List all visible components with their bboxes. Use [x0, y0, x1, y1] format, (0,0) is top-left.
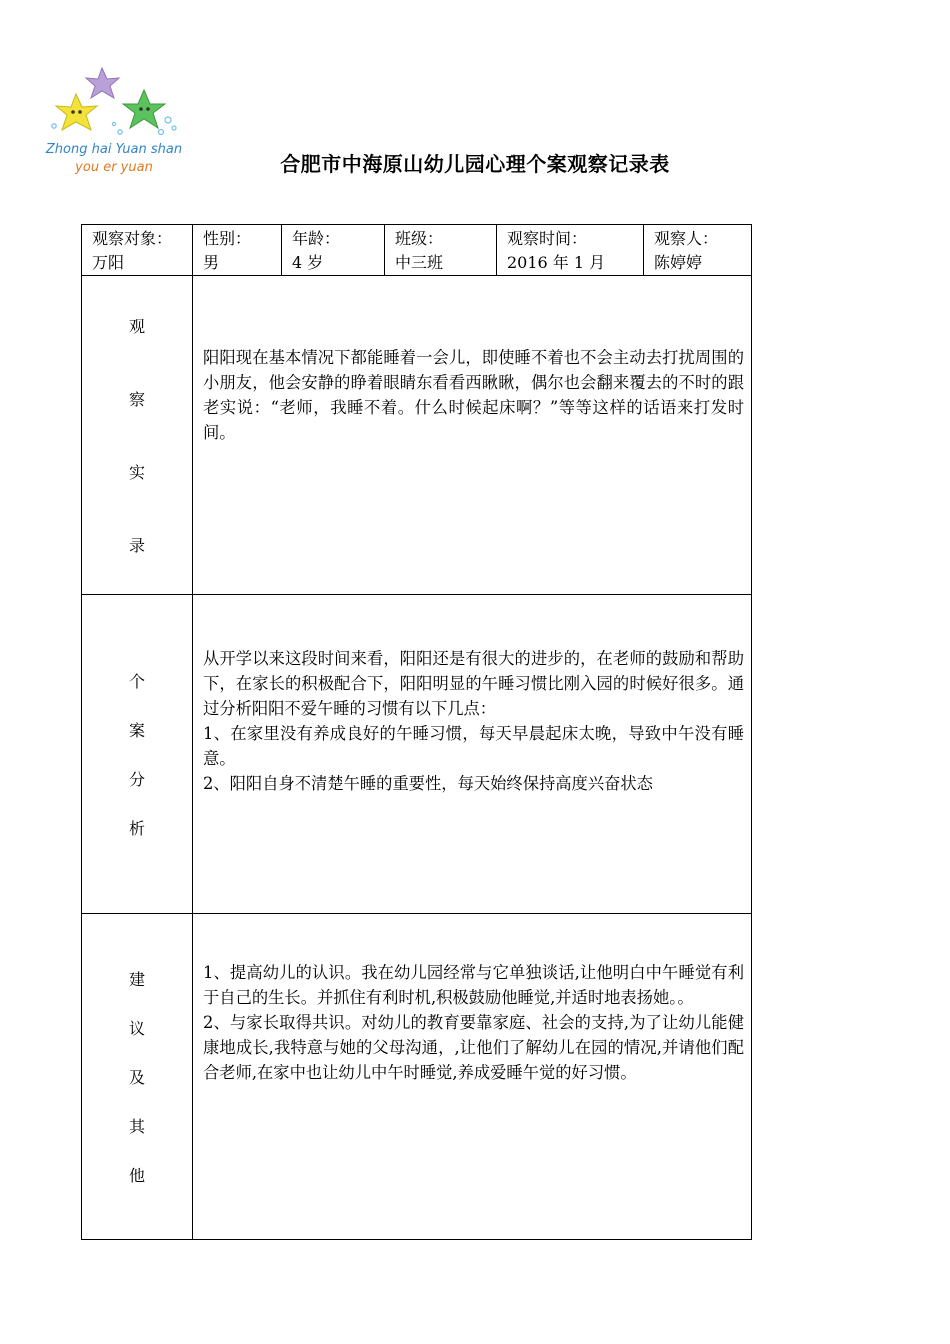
observer-value: 陈婷婷	[654, 253, 703, 272]
paragraph: 1、在家里没有养成良好的午睡习惯，每天早晨起床太晚，导致中午没有睡意。	[203, 724, 744, 768]
logo-text-line2: you er yuan	[75, 160, 153, 175]
document-title: 合肥市中海原山幼儿园心理个案观察记录表	[280, 152, 670, 176]
observer-cell	[644, 225, 752, 276]
info-header-row	[82, 225, 752, 276]
label-char: 录	[128, 536, 145, 555]
case-analysis-row	[82, 595, 752, 914]
age-value: 4 岁	[292, 253, 324, 272]
observation-record-content	[193, 276, 752, 595]
age-cell	[282, 225, 385, 276]
logo-text-line1: Zhong hai Yuan shan	[45, 142, 183, 157]
label-char: 他	[128, 1166, 145, 1185]
paragraph: 从开学以来这段时间来看，阳阳还是有很大的进步的，在老师的鼓励和帮助下，在家长的积极配合下，阳阳明显的午睡习惯比刚入园的时候好很多。通过分析阳阳不爱午睡的习惯有以下几点：	[203, 649, 744, 718]
suggestions-row	[82, 914, 752, 1240]
label-char: 分	[128, 770, 145, 789]
paragraph: 2、与家长取得共识。对幼儿的教育要靠家庭、社会的支持,为了让幼儿能健康地成长,我特意与她的父母沟通，,让他们了解幼儿在园的情况,并请他们配合老师,在家中也让幼儿中午时睡觉,养成爱睡午觉的好习惯。	[203, 1013, 744, 1082]
observation-record-row	[82, 276, 752, 595]
class-value: 中三班	[395, 253, 444, 272]
suggestions-label	[82, 914, 193, 1240]
age-label: 年龄：	[292, 229, 341, 248]
observee-cell	[82, 225, 193, 276]
paragraph: 2、阳阳自身不清楚午睡的重要性，每天始终保持高度兴奋状态	[203, 774, 653, 793]
label-char: 议	[128, 1019, 145, 1038]
label-char: 建	[128, 970, 145, 989]
class-label: 班级：	[395, 229, 444, 248]
gender-label: 性别：	[203, 229, 252, 248]
observation-record-label	[82, 276, 193, 595]
label-char: 其	[128, 1117, 145, 1136]
observee-value: 万阳	[92, 253, 125, 272]
label-char: 个	[128, 672, 145, 691]
starfish-logo-icon	[44, 62, 184, 142]
observation-time-cell	[497, 225, 644, 276]
label-char: 案	[128, 721, 145, 740]
case-analysis-label	[82, 595, 193, 914]
gender-cell	[193, 225, 282, 276]
label-char: 及	[128, 1068, 145, 1087]
paragraph: 阳阳现在基本情况下都能睡着一会儿，即使睡不着也不会主动去打扰周围的小朋友，他会安静的睁着眼睛东看看西瞅瞅，偶尔也会翻来覆去的不时的跟老实说：“老师，我睡不着。什么时候起床啊？”等等这样的话语来打发时间。	[203, 348, 744, 442]
label-char: 察	[128, 390, 145, 409]
paragraph: 1、提高幼儿的认识。我在幼儿园经常与它单独谈话,让他明白中午睡觉有利于自己的生长。并抓住有利时机,积极鼓励他睡觉,并适时地表扬她。。	[203, 963, 744, 1007]
observer-label: 观察人：	[654, 229, 719, 248]
observation-time-value: 2016 年 1 月	[507, 253, 606, 272]
case-analysis-content	[193, 595, 752, 914]
class-cell	[385, 225, 497, 276]
label-char: 观	[128, 317, 145, 336]
observee-label: 观察对象：	[92, 229, 173, 248]
gender-value: 男	[203, 253, 220, 272]
label-char: 实	[128, 463, 145, 482]
observation-time-label: 观察时间：	[507, 229, 588, 248]
suggestions-content	[193, 914, 752, 1240]
observation-record-table	[81, 224, 752, 1240]
label-char: 析	[128, 819, 145, 838]
